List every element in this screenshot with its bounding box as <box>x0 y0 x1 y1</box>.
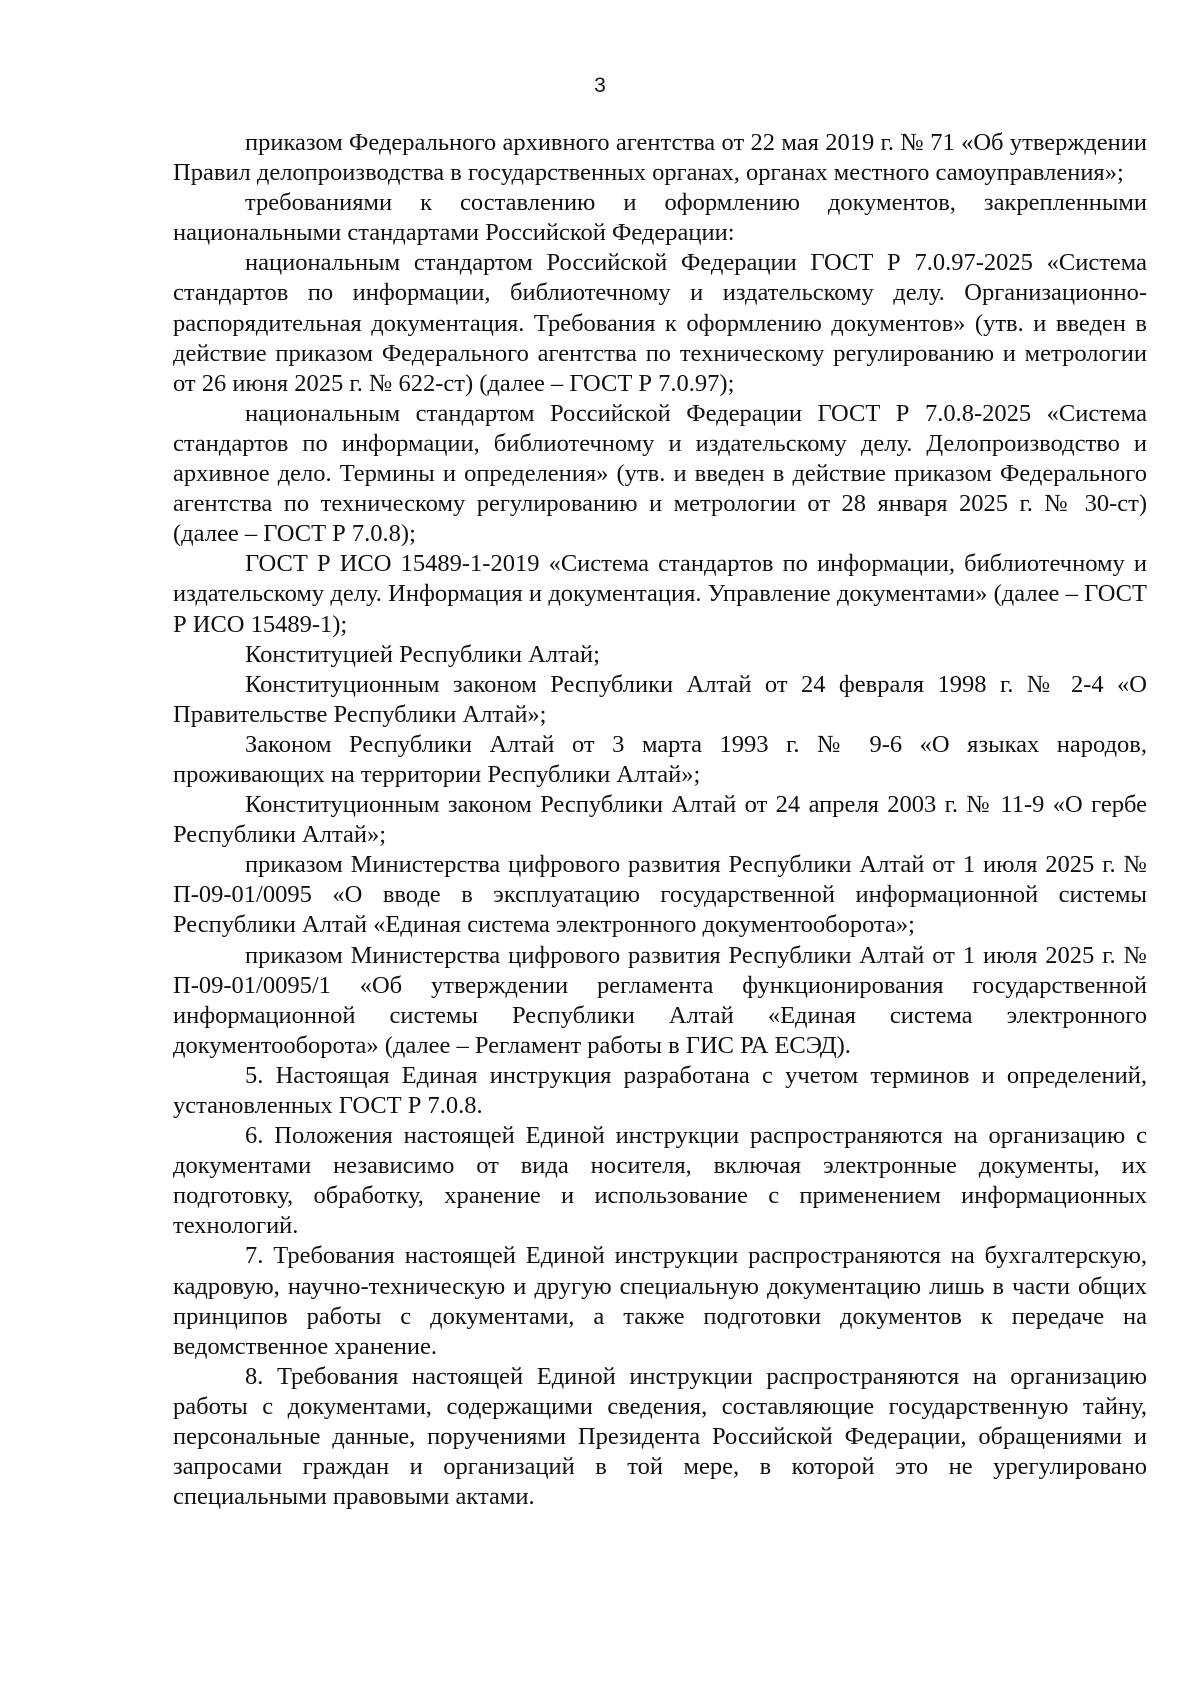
paragraph-gost-7-0-8: национальным стандартом Российской Федерации ГОСТ Р 7.0.8-2025 «Система стандартов по информации, библиотечному и издательскому делу. Делопроизводство и архивное дело. Термины и определения» (утв. и введен в действие приказом Федерального агентства по техническому регулированию и метрологии от 28 января 2025 г. № 30-ст) (далее – ГОСТ Р 7.0.8); <box>173 399 1147 548</box>
paragraph-gost-iso-15489: ГОСТ Р ИСО 15489-1-2019 «Система стандартов по информации, библиотечному и издательскому делу. Информация и документация. Управление документами» (далее – ГОСТ Р ИСО 15489-1); <box>173 550 1147 638</box>
paragraph-government-law: Конституционным законом Республики Алтай от 24 февраля 1998 г. № 2-4 «О Правительстве Республики Алтай»; <box>173 670 1147 728</box>
paragraph-digital-ministry-regulation: приказом Министерства цифрового развития Республики Алтай от 1 июля 2025 г. № П-09-01/0095/1 «Об утверждении регламента функционирования государственной информационной системы Республики Алтай «Единая система электронного документооборота» (далее – Регламент работы в ГИС РА ЕСЭД). <box>173 941 1147 1059</box>
page-number: 3 <box>594 74 606 97</box>
paragraph-digital-ministry-order: приказом Министерства цифрового развития Республики Алтай от 1 июля 2025 г. № П-09-01/0095 «О вводе в эксплуатацию государственной информационной системы Республики Алтай «Единая система электронного документооборота»; <box>173 851 1147 939</box>
paragraph-coat-of-arms-law: Конституционным законом Республики Алтай от 24 апреля 2003 г. № 11-9 «О гербе Республики Алтай»; <box>173 791 1147 849</box>
paragraph-national-standards: требованиями к составлению и оформлению документов, закрепленными национальными стандартами Российской Федерации: <box>173 189 1147 247</box>
paragraph-languages-law: Законом Республики Алтай от 3 марта 1993 г. № 9-6 «О языках народов, проживающих на территории Республики Алтай»; <box>173 730 1147 788</box>
paragraph-item-5: 5. Настоящая Единая инструкция разработана с учетом терминов и определений, установленных ГОСТ Р 7.0.8. <box>173 1061 1147 1119</box>
paragraph-archive-order: приказом Федерального архивного агентства от 22 мая 2019 г. № 71 «Об утверждении Правил делопроизводства в государственных органах, органах местного самоуправления»; <box>173 129 1147 187</box>
paragraph-item-8: 8. Требования настоящей Единой инструкции распространяются на организацию работы с документами, содержащими сведения, составляющие государственную тайну, персональные данные, поручениями Президента Российской Федерации, обращениями и запросами граждан и организаций в той мере, в которой это не урегулировано специальными правовыми актами. <box>173 1362 1147 1511</box>
paragraph-item-6: 6. Положения настоящей Единой инструкции распространяются на организацию с документами независимо от вида носителя, включая электронные документы, их подготовку, обработку, хранение и использование с применением информационных технологий. <box>173 1122 1147 1240</box>
paragraph-gost-7-0-97: национальным стандартом Российской Федерации ГОСТ Р 7.0.97-2025 «Система стандартов по информации, библиотечному и издательскому делу. Организационно-распорядительная документация. Требования к оформлению документов» (утв. и введен в действие приказом Федерального агентства по техническому регулированию и метрологии от 26 июня 2025 г. № 622-ст) (далее – ГОСТ Р 7.0.97); <box>173 249 1147 397</box>
paragraph-constitution: Конституцией Республики Алтай; <box>245 640 600 668</box>
document-body <box>173 128 1147 1512</box>
paragraph-item-7: 7. Требования настоящей Единой инструкции распространяются на бухгалтерскую, кадровую, научно-техническую и другую специальную документацию лишь в части общих принципов работы с документами, а также подготовки документов к передаче на ведомственное хранение. <box>173 1242 1147 1360</box>
